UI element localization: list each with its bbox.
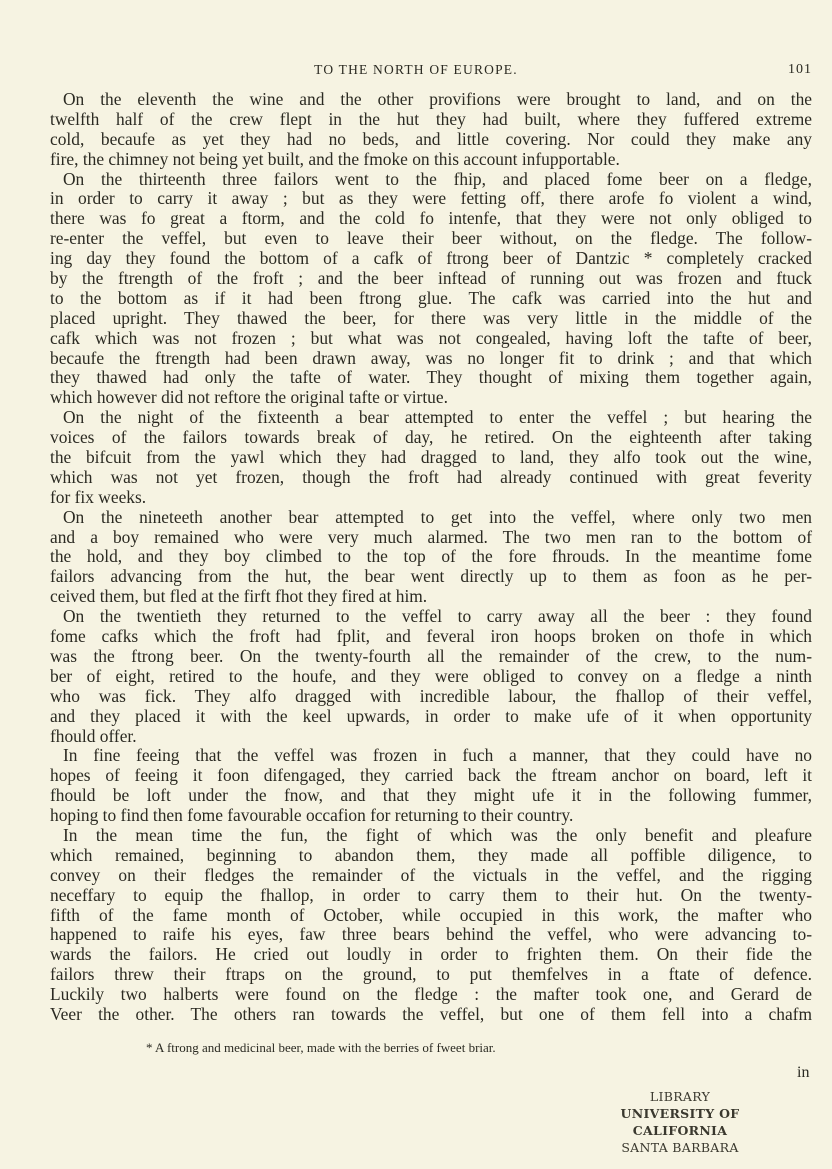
text-line: On the thirteenth three failors went to the fhip, and placed fome beer on a fledge, bbox=[63, 168, 812, 189]
text-line: cold, becaufe as yet they had no beds, and little covering. Nor could they make any bbox=[50, 128, 812, 149]
catchword: in bbox=[797, 1064, 810, 1081]
text-line: cafk which was not frozen ; but what was not congealed, having loft the tafte of beer, bbox=[50, 327, 812, 348]
footnote: * A ftrong and medicinal beer, made with the berries of fweet briar. bbox=[146, 1040, 496, 1055]
text-line: fire, the chimney not being yet built, and the fmoke on this account infupportable. bbox=[50, 148, 620, 169]
text-line: who was fick. They alfo dragged with incredible labour, the fhallop of their veffel, bbox=[50, 685, 812, 706]
text-line: In fine feeing that the veffel was frozen in fuch a manner, that they could have no bbox=[63, 745, 812, 766]
text-line: twelfth half of the crew flept in the hut they had built, where they fuffered extreme bbox=[50, 108, 812, 129]
text-line: ber of eight, retired to the houfe, and they were obliged to convey on a fledge a ninth bbox=[50, 665, 812, 686]
text-line: happened to raife his eyes, faw three bears behind the veffel, who were advancing to- bbox=[50, 924, 812, 945]
text-line: the bifcuit from the yawl which they had dragged to land, they alfo took out the wine, bbox=[50, 447, 812, 468]
paragraph bbox=[50, 508, 812, 607]
paragraph bbox=[50, 90, 812, 170]
text-line: On the nineteeth another bear attempted to get into the veffel, where only two men bbox=[63, 506, 812, 527]
paragraph bbox=[50, 170, 812, 409]
body-text bbox=[50, 90, 812, 1025]
text-line: and they placed it with the keel upwards, in order to make ufe of it when opportunity bbox=[50, 705, 812, 726]
library-stamp bbox=[580, 1088, 780, 1156]
text-line: becaufe the ftrength had been drawn away, was no longer fit to drink ; and that which bbox=[50, 347, 812, 368]
paragraph bbox=[50, 408, 812, 507]
text-line: which however did not reftore the original tafte or virtue. bbox=[50, 387, 448, 408]
page-number: 101 bbox=[788, 62, 812, 77]
text-line: in order to carry it away ; but as they were fetting off, there arofe fo violent a wind, bbox=[50, 188, 812, 209]
text-line: which was not yet frozen, though the froft had already continued with great feverity bbox=[50, 466, 812, 487]
text-line: they thawed had only the tafte of water. They thought of mixing them together again, bbox=[50, 367, 812, 388]
paragraph bbox=[50, 607, 812, 746]
text-line: fifth of the fame month of October, while occupied in this work, the mafter who bbox=[50, 904, 812, 925]
text-line: ing day they found the bottom of a cafk of ftrong beer of Dantzic * completely cracked bbox=[50, 248, 812, 269]
text-line: fome cafks which the froft had fplit, and feveral iron hoops broken on thofe in which bbox=[50, 626, 812, 647]
text-line: ceived them, but fled at the firft fhot they fired at him. bbox=[50, 586, 428, 607]
text-line: for fix weeks. bbox=[50, 486, 147, 507]
running-title: TO THE NORTH OF EUROPE. bbox=[314, 62, 518, 77]
paragraph bbox=[50, 826, 812, 1025]
stamp-line: LIBRARY bbox=[649, 1089, 711, 1104]
text-line: failors threw their ftraps on the ground, to put themfelves in a ftate of defence. bbox=[50, 964, 812, 985]
text-line: Luckily two halberts were found on the fledge : the mafter took one, and Gerard de bbox=[50, 984, 812, 1005]
text-line: and a boy remained who were very much alarmed. The two men ran to the bottom of bbox=[50, 526, 812, 547]
text-line: Veer the other. The others ran towards the veffel, but one of them fell into a chafm bbox=[50, 1003, 812, 1024]
stamp-line: UNIVERSITY OF CALIFORNIA bbox=[620, 1106, 740, 1138]
text-line: re-enter the veffel, but even to leave their beer without, on the fledge. The follow- bbox=[50, 228, 812, 249]
stamp-line: SANTA BARBARA bbox=[621, 1140, 739, 1155]
text-line: hopes of feeing it foon difengaged, they carried back the ftream anchor on board, left it bbox=[50, 765, 812, 786]
text-line: fhould be loft under the fnow, and that they might ufe it in the following fummer, bbox=[50, 785, 812, 806]
text-line: wards the failors. He cried out loudly in order to frighten them. On their fide the bbox=[50, 944, 812, 965]
text-line: neceffary to equip the fhallop, in order to carry them to their hut. On the twenty- bbox=[50, 884, 812, 905]
text-line: hoping to find then fome favourable occafion for returning to their country. bbox=[50, 805, 574, 826]
text-line: convey on their fledges the remainder of the victuals in the veffel, and the rigging bbox=[50, 864, 812, 885]
text-line: which remained, beginning to abandon them, they made all poffible diligence, to bbox=[50, 844, 812, 865]
text-line: to the bottom as if it had been ftrong glue. The cafk was carried into the hut and bbox=[50, 287, 812, 308]
text-line: by the ftrength of the froft ; and the beer inftead of running out was frozen and ftuck bbox=[50, 268, 812, 289]
text-line: fhould offer. bbox=[50, 725, 137, 746]
running-header bbox=[0, 62, 832, 82]
text-line: On the night of the fixteenth a bear attempted to enter the veffel ; but hearing the bbox=[63, 407, 812, 428]
text-line: there was fo great a ftorm, and the cold fo intenfe, that they were not only obliged to bbox=[50, 208, 812, 229]
text-line: voices of the failors towards break of day, he retired. On the eighteenth after taking bbox=[50, 427, 812, 448]
text-line: On the eleventh the wine and the other provifions were brought to land, and on the bbox=[63, 89, 812, 109]
text-line: was the ftrong beer. On the twenty-fourth all the remainder of the crew, to the num- bbox=[50, 645, 812, 666]
text-line: In the mean time the fun, the fight of which was the only benefit and pleafure bbox=[63, 824, 812, 845]
paragraph bbox=[50, 746, 812, 826]
text-line: On the twentieth they returned to the veffel to carry away all the beer : they found bbox=[63, 606, 812, 627]
text-line: the hold, and they boy climbed to the top of the fore fhrouds. In the meantime fome bbox=[50, 546, 812, 567]
text-line: placed upright. They thawed the beer, for there was very little in the middle of the bbox=[50, 307, 812, 328]
text-line: failors advancing from the hut, the bear went directly up to them as foon as he per- bbox=[50, 566, 812, 587]
